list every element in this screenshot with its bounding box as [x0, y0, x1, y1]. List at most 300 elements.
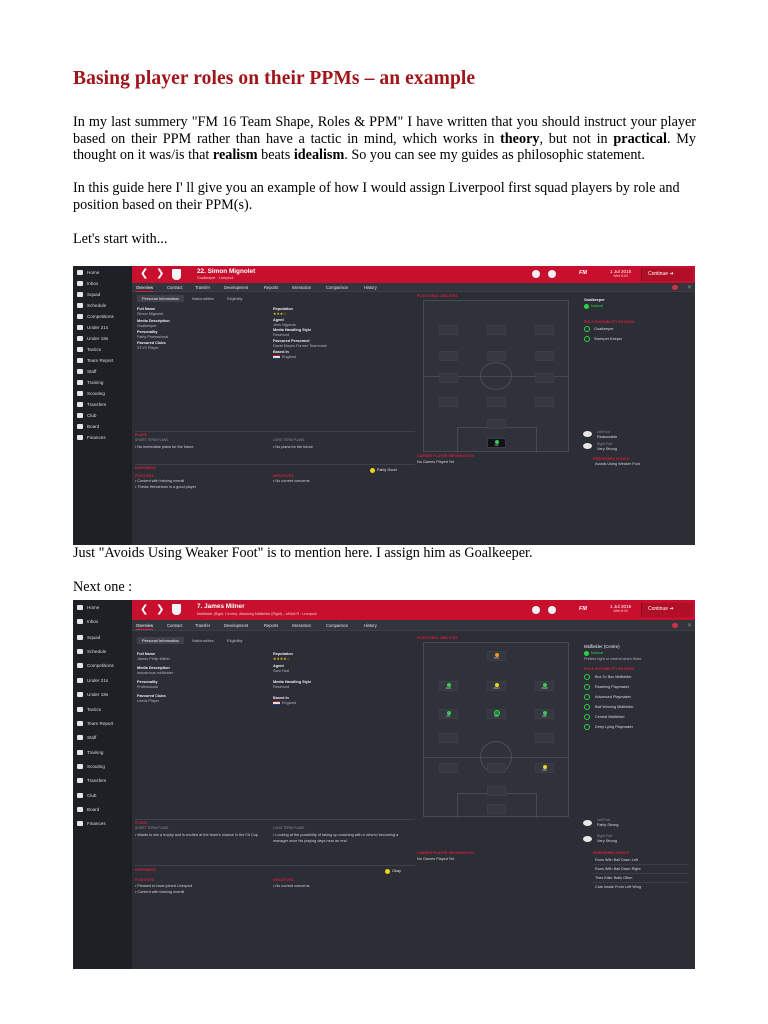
sidebar-item-transfers[interactable] [77, 778, 106, 783]
negatives-heading: NEGATIVES [273, 474, 294, 478]
position-label: ML [446, 714, 451, 718]
career-info-heading: CAREER PLAYER INFORMATION [417, 454, 474, 458]
player-name: 7. James Milner [197, 603, 245, 610]
role-item[interactable]: Advanced Playmaker [595, 695, 631, 699]
media-style-value: Reserved [273, 685, 290, 689]
agent-value: Sam Hart [273, 669, 290, 673]
sidebar-item-u18[interactable] [77, 692, 108, 697]
role-item[interactable]: Roaming Playmaker [595, 685, 630, 689]
penalty-box-right [536, 793, 537, 818]
subnav-transfer[interactable]: Transfer [195, 285, 211, 290]
agent-label: Agent [273, 664, 284, 668]
subnav-development[interactable]: Development [224, 285, 249, 290]
position-rating: Natural [591, 304, 604, 308]
scouting-icon [77, 764, 83, 769]
right-foot-value: Very Strong [597, 447, 617, 451]
tab-eligibility[interactable]: Eligibility [227, 638, 243, 643]
long-term-plan: • Looking at the possibility of taking up coaching with a view to becoming a manager once his playing days near an end [273, 833, 399, 843]
position-label: MR [542, 714, 547, 718]
sidebar-label: Home [87, 605, 100, 610]
full-name-value: Simon Mignolet [137, 312, 164, 316]
natural-dot-icon [584, 651, 589, 656]
guide-paragraph: In this guide here I' ll give you an example of how I would assign Liverpool first squad players by role and position based on their PPM(s). [73, 180, 680, 213]
sidebar-label: Finances [87, 435, 106, 440]
close-icon[interactable]: ✕ [686, 285, 692, 291]
forward-button[interactable]: ❯ [156, 268, 165, 279]
position-label: MC [494, 714, 499, 718]
sidebar-label: Training [87, 380, 104, 385]
negative-item: • No current concerns [273, 884, 310, 888]
long-term-plan-text: No plans for the future [275, 445, 313, 449]
personality-value: Professional [137, 685, 158, 689]
reputation-label: Reputation [273, 307, 293, 311]
sidebar-label: Competitions [87, 314, 114, 319]
penalty-box-left [457, 427, 458, 453]
role-rating-icon [584, 684, 590, 690]
media-style-label: Media Handling Style [273, 680, 312, 684]
short-term-plan: • Wants to win a trophy and is excited at the team's chance in the FA Cup [135, 833, 258, 837]
subnav-development[interactable]: Development [224, 623, 249, 628]
club-icon [77, 413, 83, 418]
sidebar-label: Schedule [87, 303, 107, 308]
happiness-heading: HAPPINESS [135, 868, 156, 872]
media-style-label: Media Handling Style [273, 328, 312, 332]
tactics-icon [77, 347, 83, 352]
sidebar-label: Tactics [87, 707, 102, 712]
pitch-slot [487, 419, 506, 429]
positives-heading: POSITIVES [135, 878, 155, 882]
board-icon [77, 807, 83, 812]
ppm-item: Avoids Using Weaker Foot [595, 462, 640, 466]
position-label: AMR [541, 686, 548, 690]
sidebar-item-u21[interactable] [77, 325, 108, 330]
role-rating-icon [584, 694, 590, 700]
pitch-slot-gk [487, 438, 506, 448]
sidebar-item-scouting[interactable] [77, 764, 105, 769]
position-title: Goalkeeper [584, 298, 605, 302]
tab-personal-info[interactable]: Personal Information [137, 295, 184, 302]
sidebar-item-staff[interactable] [77, 735, 96, 740]
role-rating-icon [584, 326, 590, 332]
right-foot-label: Right Foot [597, 834, 613, 838]
pitch-slot-mr [535, 709, 554, 719]
u21-icon [77, 678, 83, 683]
forward-button[interactable]: ❯ [156, 604, 165, 615]
tab-nationalities[interactable]: Nationalities [192, 638, 214, 643]
sidebar-item-schedule[interactable] [77, 649, 106, 654]
role-rating-icon [584, 336, 590, 342]
subnav-comparison[interactable]: Comparison [326, 623, 349, 628]
pitch-slot [535, 373, 554, 383]
sidebar-label: Staff [87, 369, 97, 374]
pitch-slot [487, 804, 506, 814]
club-crest-icon [172, 604, 181, 615]
game-date [610, 269, 631, 278]
subnav-contract[interactable]: Contract [167, 623, 183, 628]
role-item[interactable]: Box To Box Midfielder [595, 675, 632, 679]
subnav-interaction[interactable]: Interaction [292, 623, 312, 628]
sidebar-label: Under 18s [87, 336, 109, 341]
negative-text: No current concerns [275, 884, 310, 888]
role-rating-icon [584, 714, 590, 720]
schedule-icon [77, 649, 83, 654]
pitch [423, 300, 569, 452]
continue-button[interactable]: Continue ➜ [641, 268, 693, 281]
long-term-plan: • No plans for the future [273, 445, 313, 449]
back-button[interactable]: ❮ [140, 604, 149, 615]
date-text: 1 Jul 2015 [610, 604, 632, 609]
role-rating-icon [584, 724, 590, 730]
club-badge-icon[interactable] [548, 270, 556, 278]
sidebar-item-board[interactable] [77, 424, 99, 429]
sidebar-item-training[interactable] [77, 380, 103, 385]
fm-menu-button[interactable]: FM [579, 270, 587, 276]
sidebar-item-finances[interactable] [77, 821, 106, 826]
tab-personal-info[interactable]: Personal Information [137, 637, 184, 644]
info-tabs [137, 296, 417, 303]
centre-circle [480, 362, 512, 390]
tab-nationalities[interactable]: Nationalities [192, 296, 214, 301]
short-term-plan-text: Wants to win a trophy and is excited at the team's chance in the FA Cup [137, 833, 258, 837]
next-line: Next one : [73, 579, 133, 595]
sidebar-label: Club [87, 413, 97, 418]
sidebar-label: Board [87, 807, 100, 812]
sidebar-item-competitions[interactable] [77, 663, 114, 668]
based-in-label: Based In [273, 696, 289, 700]
positional-abilities-heading: POSITIONAL ABILITIES [417, 294, 458, 298]
sidebar-label: Club [87, 793, 97, 798]
reputation-label: Reputation [273, 652, 293, 656]
sidebar-label: Board [87, 424, 100, 429]
positive-text: Thinks Henderson is a good player [137, 485, 197, 489]
sidebar-item-home[interactable] [77, 270, 99, 275]
sidebar-item-tactics[interactable] [77, 347, 101, 352]
pitch-slot [439, 325, 458, 335]
after-first-line: Just "Avoids Using Weaker Foot" is to mention here. I assign him as Goalkeeper. [73, 545, 533, 561]
england-flag-icon [273, 355, 280, 359]
ppm-divider [593, 864, 689, 865]
full-name-label: Full Name [137, 652, 156, 656]
reputation-stars: ★★★★☆ [273, 657, 291, 661]
sidebar-item-training[interactable] [77, 750, 103, 755]
ppm-item: Tries Killer Balls Often [595, 876, 633, 880]
sidebar-label: Squad [87, 635, 101, 640]
subnav-reports[interactable]: Reports [264, 285, 279, 290]
reputation-stars: ★★★☆ [273, 312, 287, 316]
favoured-clubs-label: Favoured Clubs [137, 694, 166, 698]
sidebar-label: Schedule [87, 649, 107, 654]
pitch-slot [487, 763, 506, 773]
squad-icon [77, 635, 83, 640]
fm-menu-button[interactable]: FM [579, 606, 587, 612]
trophy-icon [77, 663, 83, 668]
positive-item: • Thinks Henderson is a good player [135, 485, 197, 489]
finances-icon [77, 435, 83, 440]
sidebar-label: Inbox [87, 281, 99, 286]
sidebar-item-squad[interactable] [77, 292, 100, 297]
info-tabs [137, 638, 417, 645]
pitch-slot [535, 351, 554, 361]
subnav-history[interactable]: History [364, 285, 377, 290]
subnav-reports[interactable]: Reports [264, 623, 279, 628]
finances-icon [77, 821, 83, 826]
report-icon [77, 721, 83, 726]
report-icon [77, 358, 83, 363]
left-foot-label: Left Foot [597, 818, 611, 822]
role-ratings-heading: ROLE SUITABILITY RATINGS [584, 667, 635, 671]
position-title: Midfielder (Centre) [584, 644, 620, 649]
ppm-heading: PREFERRED MOVES [593, 457, 630, 461]
pitch-slot [535, 397, 554, 407]
personality-label: Personality [137, 330, 158, 334]
tab-eligibility[interactable]: Eligibility [227, 296, 243, 301]
sidebar-label: Transfers [87, 402, 107, 407]
player-subtitle: Midfielder (Right, Centre), Attacking Midfielder (Right) – M/AM R · Liverpool [197, 612, 317, 616]
home-icon [77, 605, 83, 610]
england-flag-icon [273, 701, 280, 705]
subnav-overview[interactable]: Overview [136, 285, 154, 290]
morale-value: Okay [392, 869, 401, 873]
left-foot-value: Fairly Strong [597, 823, 619, 827]
notification-pill[interactable] [672, 623, 678, 628]
sidebar-item-inbox[interactable] [77, 619, 98, 624]
media-desc-value: Goalkeeper [137, 324, 157, 328]
continue-label: Continue [648, 271, 669, 277]
sidebar-label: Squad [87, 292, 101, 297]
sidebar-item-home[interactable] [77, 605, 99, 610]
ppm-item: Runs With Ball Down Left [595, 858, 639, 862]
positive-item: • Content with training overall [135, 479, 185, 483]
positive-text: Content with training overall [137, 479, 185, 483]
squad-icon [77, 292, 83, 297]
sidebar-item-schedule[interactable] [77, 303, 106, 308]
pitch-slot [439, 351, 458, 361]
sidebar-label: Training [87, 750, 104, 755]
sidebar-item-team-report[interactable] [77, 721, 113, 726]
home-icon [77, 270, 83, 275]
subnav-history[interactable]: History [364, 623, 377, 628]
position-label: DM [542, 768, 547, 772]
pitch-slot [487, 351, 506, 361]
sidebar-item-u21[interactable] [77, 678, 108, 683]
games-played: No Games Played Yet [417, 460, 455, 464]
favoured-clubs-value: Leeds Player [137, 699, 160, 703]
pitch-slot-dm [535, 763, 554, 773]
pitch-slot [487, 786, 506, 796]
positive-text: Pleased to have joined Liverpool [137, 884, 193, 888]
staff-icon [77, 735, 83, 740]
sidebar-item-board[interactable] [77, 807, 99, 812]
trophy-icon [77, 314, 83, 319]
full-name-label: Full Name [137, 307, 156, 311]
plans-heading: PLANS [135, 433, 148, 437]
natural-dot-icon [584, 304, 589, 309]
intro-paragraph: In my last summery "FM 16 Team Shape, Roles & PPM" I have written that you should instruct your player based on their PPM rather than have a tactic in mind, which works in theory, but not in practical. My thought on it was/is that realism beats idealism. So you can see my guides as philosophic statement. [73, 114, 696, 163]
favoured-clubs-value: STVV Player [137, 346, 159, 350]
subnav-overview[interactable]: Overview [136, 623, 154, 628]
start-line: Let's start with... [73, 231, 168, 247]
fm-screenshot-milner [73, 600, 695, 969]
role-rating-icon [584, 704, 590, 710]
media-desc-label: Media Description [137, 319, 170, 323]
subnav-transfer[interactable]: Transfer [195, 623, 211, 628]
ppm-item: Cuts Inside From Left Wing [595, 885, 642, 889]
search-icon[interactable] [532, 606, 540, 614]
pitch-slot [535, 325, 554, 335]
sidebar-item-staff[interactable] [77, 369, 96, 374]
sidebar-label: Under 18s [87, 692, 109, 697]
role-item[interactable]: Central Midfielder [595, 715, 625, 719]
sidebar-label: Scouting [87, 764, 105, 769]
position-label: AML [445, 686, 452, 690]
ppm-divider [593, 873, 689, 874]
role-item[interactable]: Deep Lying Playmaker [595, 725, 634, 729]
sidebar-label: Team Report [87, 721, 114, 726]
pitch-slot [439, 397, 458, 407]
positive-text: Content with training overall [137, 890, 185, 894]
agent-value: Jens Nijyanta [273, 323, 296, 327]
sidebar-item-u18[interactable] [77, 336, 108, 341]
games-played: No Games Played Yet [417, 857, 455, 861]
date-text: 1 Jul 2015 [610, 269, 632, 274]
ppm-item: Runs With Ball Down Right [595, 867, 641, 871]
left-foot-icon [583, 431, 592, 437]
role-rating-icon [584, 674, 590, 680]
pitch-slot-stc [487, 651, 506, 661]
fm-screenshot-mignolet [73, 266, 695, 545]
long-term-heading: LONG TERM PLANS [273, 826, 305, 830]
player-name: 22. Simon Mignolet [197, 268, 256, 275]
based-in-value [273, 701, 296, 705]
back-button[interactable]: ❮ [140, 268, 149, 279]
pitch-slot [487, 325, 506, 335]
pitch-slot [439, 733, 458, 743]
sidebar-item-competitions[interactable] [77, 314, 114, 319]
staff-icon [77, 369, 83, 374]
inbox-icon [77, 619, 83, 624]
player-subnav [132, 620, 695, 631]
personality-label: Personality [137, 680, 158, 684]
subnav-interaction[interactable]: Interaction [292, 285, 312, 290]
close-icon[interactable]: ✕ [686, 623, 692, 629]
short-term-plan: • No immediate plans for the future [135, 445, 194, 449]
sidebar-item-transfers[interactable] [77, 402, 106, 407]
based-in-label: Based In [273, 350, 289, 354]
position-label: AMC [493, 686, 500, 690]
pitch-slot [535, 733, 554, 743]
full-name-value: James Philip Milner [137, 657, 170, 661]
player-subnav [132, 283, 695, 292]
u18-icon [77, 692, 83, 697]
sidebar-item-team-report[interactable] [77, 358, 113, 363]
pitch-slot-amc [487, 681, 506, 691]
sidebar-item-tactics[interactable] [77, 707, 101, 712]
pitch-slot-mc [487, 709, 506, 719]
positive-item: • Content with training overall [135, 890, 185, 894]
positives-heading: POSITIVES [135, 474, 155, 478]
negative-item: • No current concerns [273, 479, 310, 483]
sidebar-item-squad[interactable] [77, 635, 100, 640]
scouting-icon [77, 391, 83, 396]
pitch-slot-ml [439, 709, 458, 719]
sidebar-label: Scouting [87, 391, 105, 396]
right-foot-icon [583, 836, 592, 842]
divider [135, 819, 415, 820]
sidebar-item-scouting[interactable] [77, 391, 105, 396]
search-icon[interactable] [532, 270, 540, 278]
media-style-value: Reserved [273, 333, 290, 337]
sidebar [73, 266, 132, 545]
sidebar [73, 600, 132, 969]
role-item[interactable]: Goalkeeper [594, 327, 614, 331]
favoured-personnel-value: David Moyes Former Teammate [273, 344, 327, 348]
sidebar-label: Under 21s [87, 325, 109, 330]
left-foot-label: Left Foot [597, 430, 611, 434]
u21-icon [77, 325, 83, 330]
right-foot-value: Very Strong [597, 839, 617, 843]
continue-label: Continue [648, 606, 669, 612]
media-desc-label: Media Description [137, 666, 170, 670]
long-term-heading: LONG TERM PLANS [273, 438, 305, 442]
sidebar-item-inbox[interactable] [77, 281, 98, 286]
top-bar [132, 600, 695, 620]
morale-icon [385, 869, 390, 874]
club-badge-icon[interactable] [548, 606, 556, 614]
pitch-slot [439, 373, 458, 383]
personality-value: Fairly Professional [137, 335, 169, 339]
plans-heading: PLANS [135, 821, 148, 825]
inbox-icon [77, 281, 83, 286]
sidebar-item-finances[interactable] [77, 435, 106, 440]
negatives-heading: NEGATIVES [273, 878, 294, 882]
pitch-slot-aml [439, 681, 458, 691]
agent-label: Agent [273, 318, 284, 322]
training-icon [77, 750, 83, 755]
short-term-heading: SHORT TERM PLANS [135, 826, 169, 830]
club-crest-icon [172, 269, 181, 280]
subnav-comparison[interactable]: Comparison [326, 285, 349, 290]
media-desc-value: Industrious midfielder [137, 671, 174, 675]
continue-button[interactable]: Continue ➜ [641, 603, 693, 617]
left-foot-icon [583, 820, 592, 826]
sidebar-label: Staff [87, 735, 97, 740]
sidebar-label: Home [87, 270, 100, 275]
role-item[interactable]: Ball Winning Midfielder [595, 705, 634, 709]
position-note: Prefers right or central when three [584, 657, 642, 661]
player-subtitle: Goalkeeper · Liverpool [197, 276, 234, 280]
ppm-divider [593, 882, 689, 883]
sidebar-label: Team Report [87, 358, 114, 363]
position-label: STC [493, 656, 500, 660]
board-icon [77, 424, 83, 429]
top-bar [132, 266, 695, 283]
favoured-clubs-label: Favoured Clubs [137, 341, 166, 345]
sidebar-label: Inbox [87, 619, 99, 624]
game-date [610, 604, 631, 613]
divider [135, 464, 415, 465]
sidebar-item-club[interactable] [77, 413, 96, 418]
role-item[interactable]: Sweeper Keeper [594, 337, 623, 341]
notification-pill[interactable] [672, 285, 678, 290]
sidebar-label: Tactics [87, 347, 102, 352]
position-label: GK [494, 443, 499, 447]
sidebar-label: Transfers [87, 778, 107, 783]
sidebar-item-club[interactable] [77, 793, 96, 798]
happiness-heading: HAPPINESS [135, 466, 156, 470]
pitch-slot-amr [535, 681, 554, 691]
morale-icon [370, 468, 375, 473]
subnav-contract[interactable]: Contract [167, 285, 183, 290]
